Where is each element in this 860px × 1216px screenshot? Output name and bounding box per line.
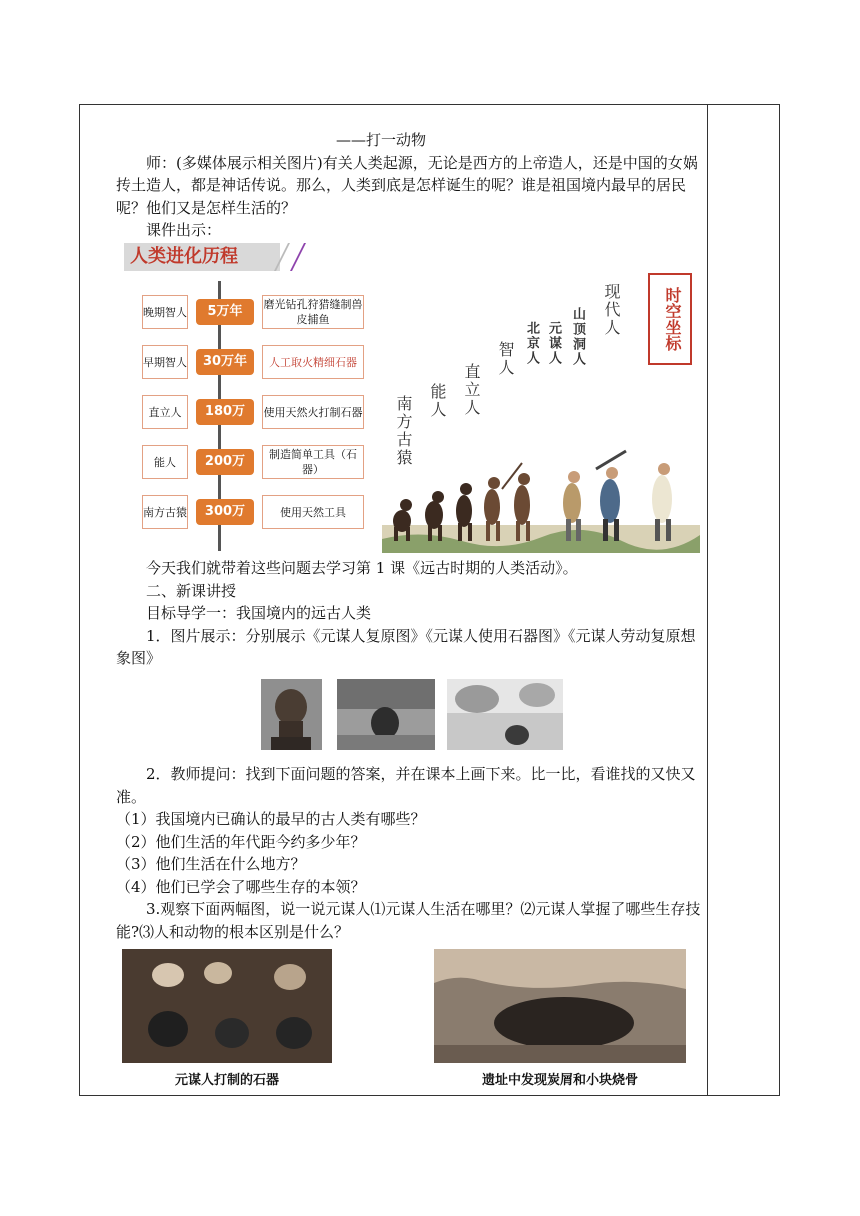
item-2: 2．教师提问：找到下面问题的答案，并在课本上画下来。比一比，看谁找的又快又准。 (116, 765, 696, 806)
species-label: 南方古猿 (394, 395, 413, 467)
teacher-intro: 师：(多媒体展示相关图片)有关人类起源，无论是西方的上帝造人，还是中国的女娲抟土造人，都是神话传说。那么，人类到底是怎样诞生的呢？谁是祖国境内最早的居民呢？他们又是怎样生活的？ (116, 153, 698, 217)
section-heading: 二、新课讲授 (146, 581, 237, 600)
stage-row (142, 345, 392, 379)
cave-site-photo (434, 949, 686, 1063)
species-label: 智人 (496, 341, 515, 377)
lesson-content (116, 129, 706, 242)
stage-skills: 使用天然工具 (262, 495, 364, 529)
stage-time: 30万年 (196, 349, 254, 375)
stage-skills: 制造简单工具（石器） (262, 445, 364, 479)
stage-name: 直立人 (142, 395, 188, 429)
species-label: 北京人 (524, 321, 539, 366)
species-label: 元谋人 (546, 321, 561, 366)
stage-time: 200万 (196, 449, 254, 475)
stone-tools-photo (122, 949, 332, 1063)
human-evolution-figure (120, 239, 705, 553)
species-label: 现代人 (602, 283, 621, 337)
stage-row (142, 395, 392, 429)
stage-time: 5万年 (196, 299, 254, 325)
stage-skills: 使用天然火打制石器 (262, 395, 364, 429)
lesson-table (79, 104, 780, 1096)
riddle-answer-line: ——打一动物 (336, 131, 427, 149)
stage-skills: 磨光钻孔狩猎缝制兽皮捕鱼 (262, 295, 364, 329)
title-slash-decoration (270, 241, 306, 273)
lesson-content-3 (116, 763, 706, 943)
evolution-title: 人类进化历程 (124, 243, 280, 271)
stage-row (142, 295, 392, 329)
question-4: （4）他们已学会了哪些生存的本领？ (116, 877, 366, 896)
stage-time: 300万 (196, 499, 254, 525)
stone-tools-caption: 元谋人打制的石器 (174, 1073, 279, 1088)
yuanmou-reconstruction-photo (261, 679, 322, 750)
stage-time: 180万 (196, 399, 254, 425)
courseware-label: 课件出示： (146, 221, 222, 239)
question-2: （2）他们生活的年代距今约多少年？ (116, 832, 366, 851)
stage-name: 南方古猿 (142, 495, 188, 529)
question-3: （3）他们生活在什么地方？ (116, 855, 306, 873)
species-label: 直立人 (462, 363, 481, 417)
stage-row (142, 495, 392, 529)
lesson-content-2 (116, 557, 706, 670)
today-line: 今天我们就带着这些问题去学习第 1 课《远古时期的人类活动》。 (146, 559, 578, 577)
stage-name: 早期智人 (142, 345, 188, 379)
goal-heading: 目标导学一：我国境内的远古人类 (146, 604, 372, 622)
stage-name: 晚期智人 (142, 295, 188, 329)
labor-reconstruction-photo (447, 679, 563, 750)
species-label: 能人 (428, 383, 447, 419)
question-1: （1）我国境内已确认的最早的古人类有哪些？ (116, 810, 426, 828)
item-3: 3.观察下面两幅图，说一说元谋人⑴元谋人生活在哪里？⑵元谋人掌握了哪些生存技能?⑶人和动物的根本区别是什么？ (116, 900, 701, 941)
stage-row (142, 445, 392, 479)
cave-site-caption: 遗址中发现炭屑和小块烧骨 (481, 1073, 638, 1088)
stone-tool-use-photo (337, 679, 435, 750)
column-divider (707, 105, 708, 1095)
species-label: 山顶洞人 (570, 307, 585, 367)
stage-skills: 人工取火精细石器 (262, 345, 364, 379)
evolution-figures-image (382, 429, 700, 553)
stage-name: 能人 (142, 445, 188, 479)
item-1: 1．图片展示：分别展示《元谋人复原图》《元谋人使用石器图》《元谋人劳动复原想象图》 (116, 626, 696, 667)
spacetime-badge: 时空坐标 (648, 273, 692, 365)
